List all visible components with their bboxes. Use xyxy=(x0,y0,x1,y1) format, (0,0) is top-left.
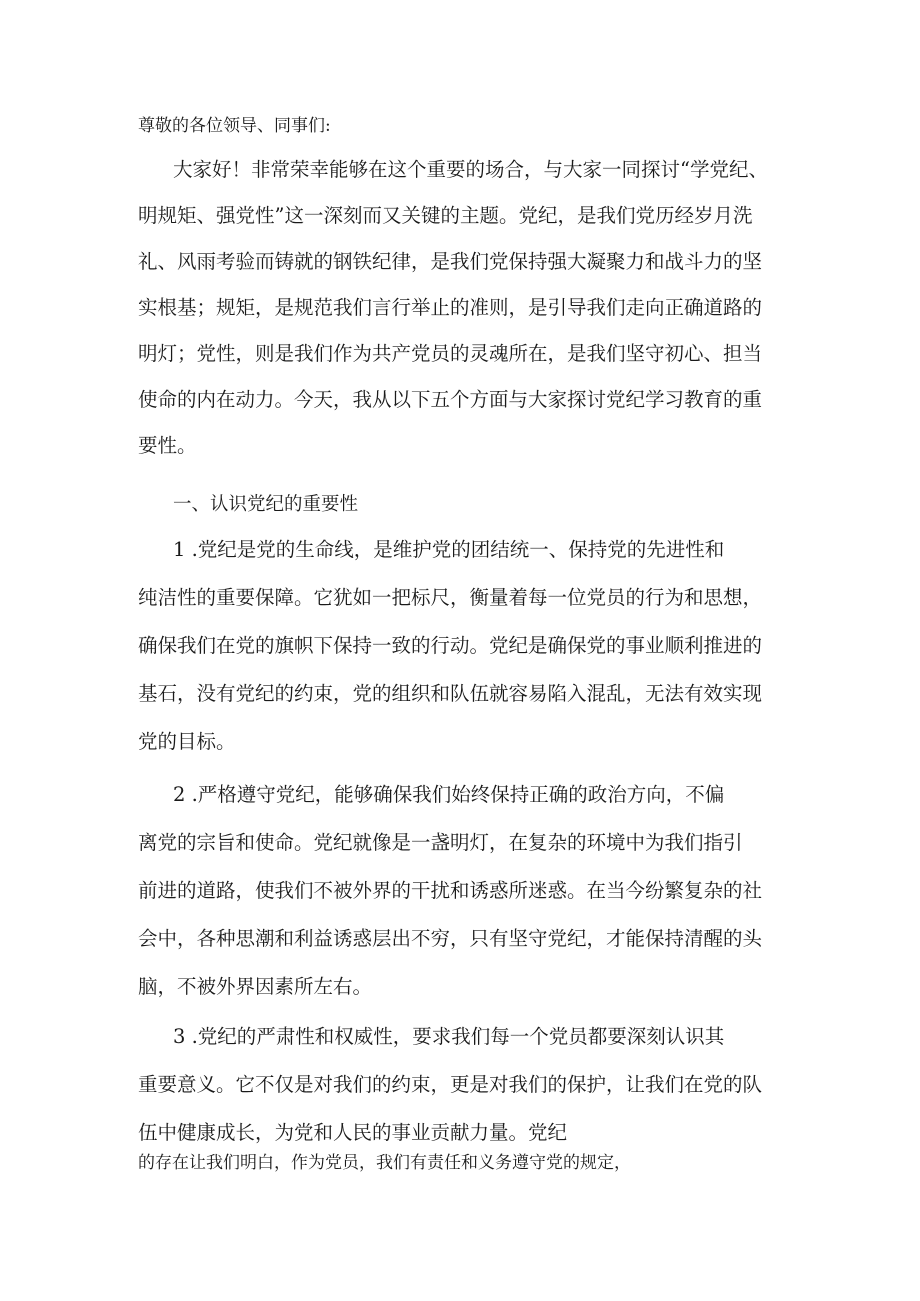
paragraph-line: 重要意义。它不仅是对我们的约束，更是对我们的保护，让我们在党的队 xyxy=(138,1073,763,1096)
paragraph-line: 礼、风雨考验而铸就的钢铁纪律，是我们党保持强大凝聚力和战斗力的坚 xyxy=(138,250,763,273)
paragraph-line: 纯洁性的重要保障。它犹如一把标尺，衡量着每一位党员的行为和思想， xyxy=(138,586,763,609)
paragraph-line: 实根基；规矩，是规范我们言行举止的准则，是引导我们走向正确道路的 xyxy=(138,296,763,319)
paragraph-line: 3 .党纪的严肃性和权威性，要求我们每一个党员都要深刻认识其 xyxy=(173,1025,725,1048)
paragraph-line: 脑，不被外界因素所左右。 xyxy=(138,975,373,998)
paragraph-line: 明规矩、强党性”这一深刻而又关键的主题。党纪，是我们党历经岁月洗 xyxy=(138,204,753,227)
paragraph-line: 会中，各种思潮和利益诱惑层出不穷，只有坚守党纪，才能保持清醒的头 xyxy=(138,927,763,950)
section-heading: 一、认识党纪的重要性 xyxy=(173,494,359,515)
paragraph-line: 基石，没有党纪的约束，党的组织和队伍就容易陷入混乱，无法有效实现 xyxy=(138,682,763,705)
paragraph-line: 前进的道路，使我们不被外界的干扰和诱惑所迷惑。在当今纷繁复杂的社 xyxy=(138,879,763,902)
paragraph-line: 使命的内在动力。今天，我从以下五个方面与大家探讨党纪学习教育的重 xyxy=(138,388,763,411)
salutation: 尊敬的各位领导、同事们: xyxy=(138,116,331,136)
paragraph-line: 明灯；党性，则是我们作为共产党员的灵魂所在，是我们坚守初心、担当 xyxy=(138,342,763,365)
paragraph-line: 2 .严格遵守党纪，能够确保我们始终保持正确的政治方向，不偏 xyxy=(173,783,725,806)
paragraph-line: 的存在让我们明白，作为党员，我们有责任和义务遵守党的规定， xyxy=(138,1153,631,1173)
paragraph-line: 伍中健康成长，为党和人民的事业贡献力量。党纪 xyxy=(138,1121,568,1144)
paragraph-line: 大家好！非常荣幸能够在这个重要的场合，与大家一同探讨“学党纪、 xyxy=(173,158,768,181)
paragraph-line: 要性。 xyxy=(138,434,197,457)
paragraph-line: 确保我们在党的旗帜下保持一致的行动。党纪是确保党的事业顺利推进的 xyxy=(138,634,763,657)
paragraph-line: 离党的宗旨和使命。党纪就像是一盏明灯，在复杂的环境中为我们指引 xyxy=(138,831,743,854)
paragraph-line: 党的目标。 xyxy=(138,730,236,753)
paragraph-line: 1 .党纪是党的生命线，是维护党的团结统一、保持党的先进性和 xyxy=(173,538,725,561)
